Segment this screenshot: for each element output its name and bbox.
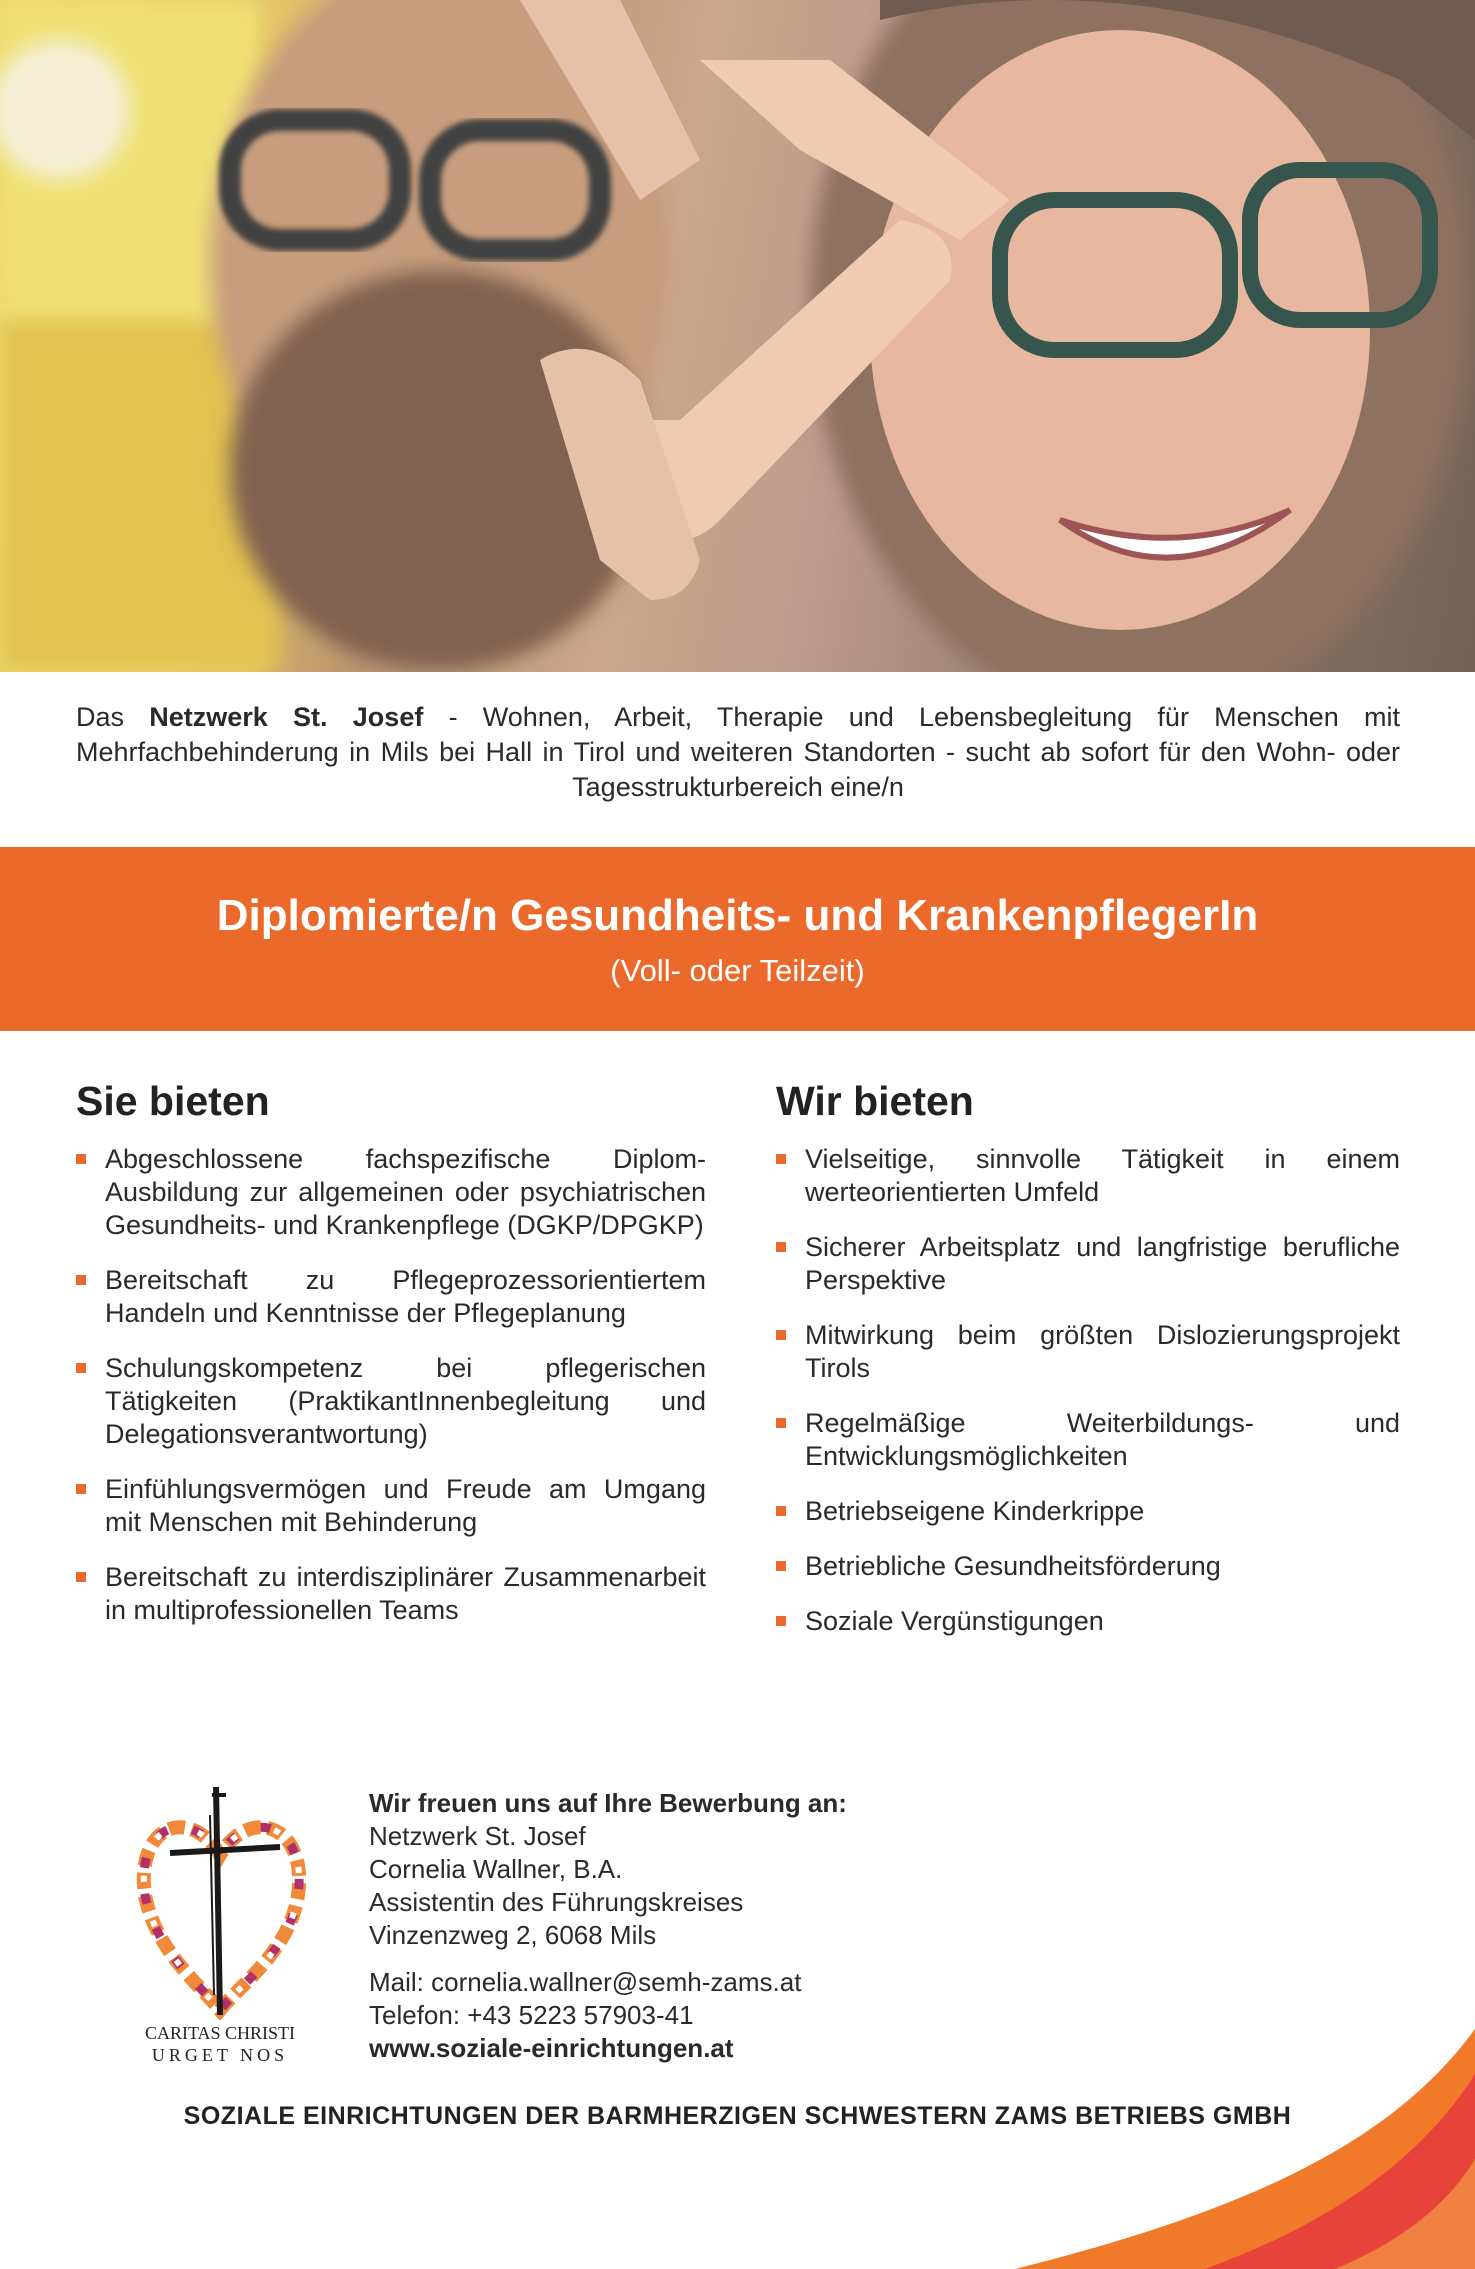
bullet-square-icon bbox=[776, 1242, 786, 1252]
bullet-square-icon bbox=[776, 1616, 786, 1626]
job-subtitle: (Voll- oder Teilzeit) bbox=[610, 953, 865, 988]
list-item: Bereitschaft zu interdisziplinärer Zusammenarbeit in multiprofessionellen Teams bbox=[76, 1561, 706, 1627]
bullet-square-icon bbox=[776, 1418, 786, 1428]
heart-cross-icon bbox=[130, 1785, 310, 2020]
bullet-square-icon bbox=[76, 1572, 86, 1582]
contact-phone[interactable]: Telefon: +43 5223 57903-41 bbox=[369, 2000, 694, 2030]
bullet-square-icon bbox=[76, 1484, 86, 1494]
bullet-square-icon bbox=[776, 1154, 786, 1164]
contact-website-link[interactable]: www.soziale-einrichtungen.at bbox=[369, 2033, 734, 2063]
contact-block bbox=[369, 1787, 847, 2065]
sie-bieten-section bbox=[76, 1078, 706, 1649]
list-item: Einfühlungsvermögen und Freude am Umgang mit Menschen mit Behinderung bbox=[76, 1473, 706, 1539]
logo-motto-line1: CARITAS CHRISTI bbox=[144, 2023, 296, 2043]
list-item: Sicherer Arbeitsplatz und langfristige berufliche Perspektive bbox=[776, 1231, 1400, 1297]
sie-bieten-heading: Sie bieten bbox=[76, 1078, 270, 1124]
bullet-square-icon bbox=[76, 1363, 86, 1373]
list-item: Betriebliche Gesundheitsförderung bbox=[776, 1550, 1400, 1583]
list-item: Schulungskompetenz bei pflegerischen Tätigkeiten (PraktikantInnenbegleitung und Delegationsverantwortung) bbox=[76, 1352, 706, 1451]
bullet-square-icon bbox=[776, 1330, 786, 1340]
contact-heading: Wir freuen uns auf Ihre Bewerbung an: bbox=[369, 1788, 847, 1818]
bullet-square-icon bbox=[776, 1561, 786, 1571]
hero-photo bbox=[0, 0, 1475, 672]
bullet-square-icon bbox=[76, 1275, 86, 1285]
intro-paragraph bbox=[76, 700, 1400, 805]
corner-swoosh-graphic bbox=[955, 2029, 1475, 2269]
job-title-banner bbox=[0, 847, 1475, 1031]
list-item: Bereitschaft zu Pflegeprozessorientiertem Handeln und Kenntnisse der Pflegeplanung bbox=[76, 1264, 706, 1330]
logo-motto-line2: URGET NOS bbox=[151, 2045, 289, 2065]
bullet-square-icon bbox=[76, 1154, 86, 1164]
intro-prefix: Das bbox=[76, 702, 150, 732]
job-title: Diplomierte/n Gesundheits- und KrankenpflegerIn bbox=[216, 891, 1259, 940]
sie-bieten-list bbox=[76, 1143, 706, 1627]
contact-mail[interactable]: Mail: cornelia.wallner@semh-zams.at bbox=[369, 1967, 802, 1997]
bullet-square-icon bbox=[776, 1506, 786, 1516]
contact-role: Assistentin des Führungskreises bbox=[369, 1887, 744, 1917]
list-item: Regelmäßige Weiterbildungs- und Entwicklungsmöglichkeiten bbox=[776, 1407, 1400, 1473]
list-item: Vielseitige, sinnvolle Tätigkeit in einem werteorientierten Umfeld bbox=[776, 1143, 1400, 1209]
list-item: Soziale Vergünstigungen bbox=[776, 1605, 1400, 1638]
contact-address: Vinzenzweg 2, 6068 Mils bbox=[369, 1920, 657, 1950]
wir-bieten-heading: Wir bieten bbox=[776, 1078, 974, 1124]
list-item: Mitwirkung beim größten Dislozierungsprojekt Tirols bbox=[776, 1319, 1400, 1385]
caritas-christi-logo bbox=[130, 1785, 310, 2075]
footer-company-name: SOZIALE EINRICHTUNGEN DER BARMHERZIGEN SCHWESTERN ZAMS BETRIEBS GMBH bbox=[183, 2102, 1292, 2130]
wir-bieten-section bbox=[776, 1078, 1400, 1660]
list-item: Betriebseigene Kinderkrippe bbox=[776, 1495, 1400, 1528]
intro-org-name: Netzwerk St. Josef bbox=[149, 702, 424, 732]
list-item: Abgeschlossene fachspezifische Diplom-Ausbildung zur allgemeinen oder psychiatrischen Gesundheits- und Krankenpflege (DGKP/DPGKP) bbox=[76, 1143, 706, 1242]
contact-org: Netzwerk St. Josef bbox=[369, 1821, 586, 1851]
contact-name: Cornelia Wallner, B.A. bbox=[369, 1854, 623, 1884]
intro-rest: - Wohnen, Arbeit, Therapie und Lebensbegleitung für Menschen mit Mehrfachbehinderung in Mils bei Hall in Tirol und weiteren Standorten - sucht ab sofort für den Wohn- oder Tagesstrukturbereich eine/n bbox=[76, 702, 1400, 802]
wir-bieten-list bbox=[776, 1143, 1400, 1638]
